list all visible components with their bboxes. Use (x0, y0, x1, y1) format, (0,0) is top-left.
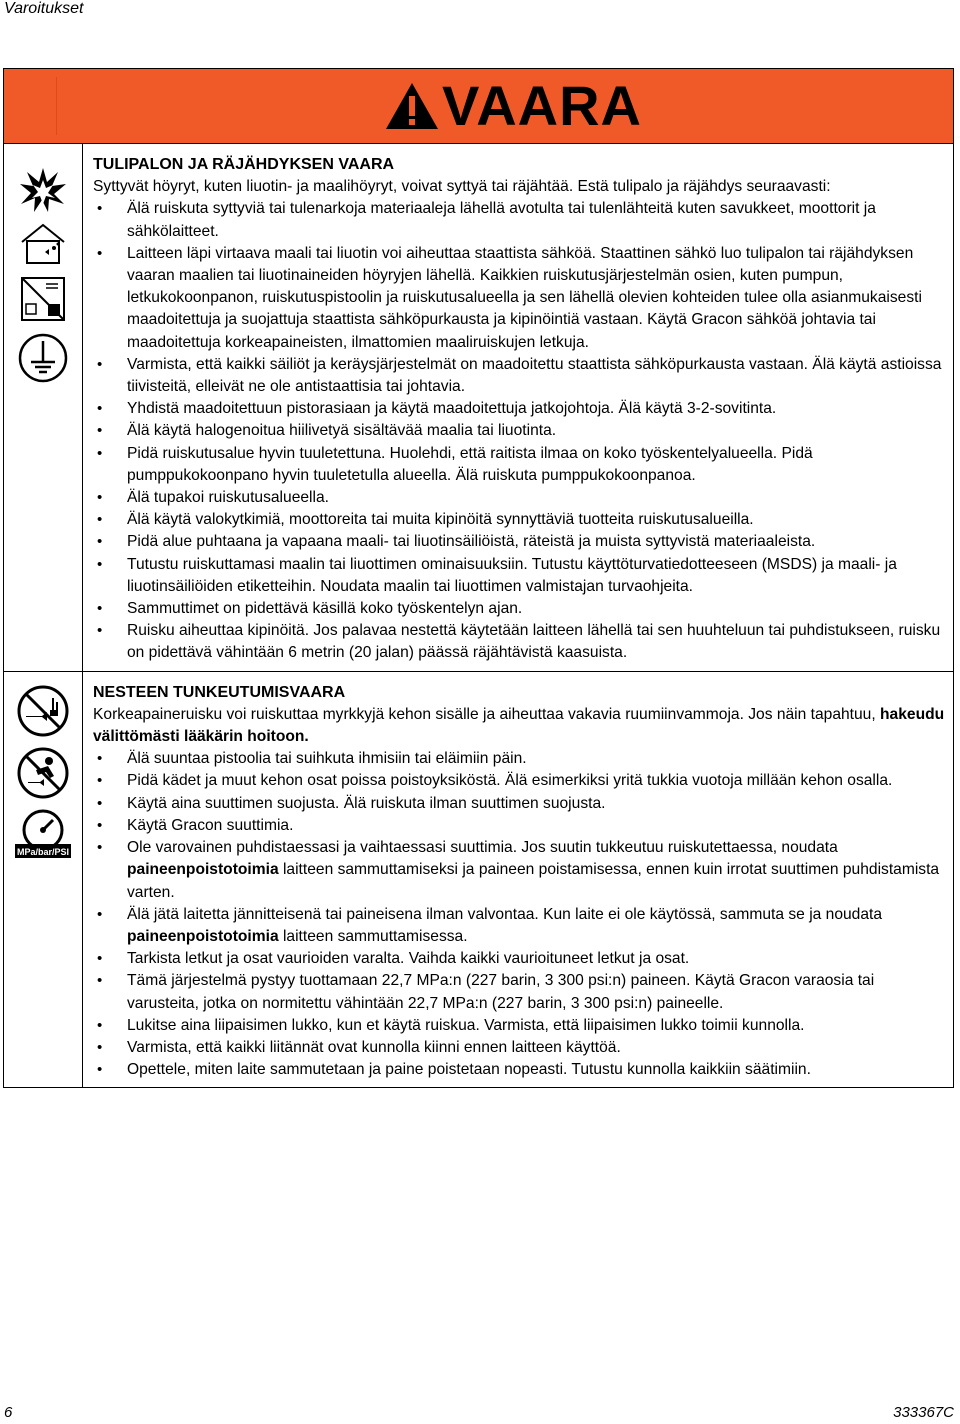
no-spray-hand-icon (16, 684, 70, 738)
document-number: 333367C (893, 1404, 954, 1421)
list-item (93, 904, 945, 948)
no-smoking-appliance-icon (18, 274, 68, 324)
list-item: • Sammuttimet on pidettävä käsillä koko työskentelyn ajan. (93, 598, 945, 620)
high-pressure-icon (13, 808, 73, 860)
list-item: • Käytä Gracon suuttimia. (93, 815, 945, 837)
fire-list (93, 198, 945, 664)
warning-table (3, 68, 954, 1088)
warning-triangle-icon (384, 81, 440, 131)
page-number: 6 (4, 1404, 13, 1421)
injection-list (93, 748, 945, 1081)
list-item: • Tämä järjestelmä pystyy tuottamaan 22,7 MPa:n (227 barin, 3 300 psi:n) paineen. Käytä Gracon varaosia tai varusteita, jotka on normitettu vähintään 22,7 MPa:n (227 barin, 3 300 psi:n) paineelle. (93, 970, 945, 1014)
list-item: • Älä käytä valokytkimiä, moottoreita tai muita kipinöitä synnyttäviä tuotteita ruiskutusalueilla. (93, 509, 945, 531)
section-intro: Syttyvät höyryt, kuten liuotin- ja maalihöyryt, voivat syttyä tai räjähtää. Estä tulipalo ja räjähdys seuraavasti: (93, 178, 831, 196)
list-item: • Pidä kädet ja muut kehon osat poissa poistoyksiköstä. Älä esimerkiksi yritä tukkia vuotoja millään kehon osalla. (93, 770, 945, 792)
danger-banner (4, 69, 953, 144)
no-spray-person-icon (16, 746, 70, 800)
injection-icons-column (4, 672, 83, 1088)
fire-explosion-section (4, 144, 953, 672)
list-item: • Laitteen läpi virtaava maali tai liuotin voi aiheuttaa staattista sähköä. Staattinen sähkö luo tulipalon tai räjähdyksen vaaran maalien tai liuotinaineiden höyryjen lähellä. Kaikkien ruiskutusjärjestelmän osien, kuten pumpun, letkukokoonpanon, ruiskutuspistoolin ja ruiskutusalueella ja sen lähellä olevien kohteiden tulee olla asianmukaisesti maadoitettuja ja suojattuja staattista sähköpurkausta ja kipinöintiä vastaan. Käytä Gracon sähköä johtavia tai maadoitettuja korkeapaineisten, ilmattomien maaliruiskujen letkuja. (93, 243, 945, 354)
intro-emphasis: hakeudu välittömästi lääkärin hoitoon. (93, 705, 945, 746)
fire-text (83, 144, 953, 671)
item-emphasis: paineenpoistotoimia (127, 861, 279, 879)
list-item: • Varmista, että kaikki säiliöt ja keräysjärjestelmät on maadoitettu staattista sähköpurkausta vastaan. Älä käytä astioissa tiivisteitä, elleivät ne ole antistaattisia tai johtavia. (93, 354, 945, 398)
list-item: • Pidä alue puhtaana ja vapaana maali- tai liuotinsäiliöistä, räteistä ja muista syttyvistä materiaaleista. (93, 531, 945, 553)
item-text: laitteen sammuttamisessa. (278, 927, 468, 945)
list-item: • Älä ruiskuta syttyviä tai tulenarkoja materiaaleja lähellä avotulta tai tulenlähteitä kuten savukkeet, moottorit ja sähkölaitteet. (93, 198, 945, 242)
injection-section (4, 672, 953, 1088)
item-text: laitteen sammuttamiseksi ja paineen poistamisessa, ennen kuin irrotat suuttimen puhdistamista varten. (127, 861, 940, 901)
list-item (93, 837, 945, 904)
list-item: • Älä tupakoi ruiskutusalueella. (93, 487, 945, 509)
list-item: • Yhdistä maadoitettuun pistorasiaan ja käytä maadoitettuja jatkojohtoja. Älä käytä 3-2-sovitinta. (93, 398, 945, 420)
list-item: • Ruisku aiheuttaa kipinöitä. Jos palavaa nestettä käytetään laitteen lähellä tai sen huuhteluun tai puhdistukseen, ruisku on pidettävä vähintään 6 metrin (20 jalan) päässä räjähtävistä kaasuista. (93, 620, 945, 664)
spray-house-fire-icon (18, 222, 68, 266)
explosion-icon (18, 166, 68, 214)
item-text: Ole varovainen puhdistaessasi ja vaihtaessasi suuttimia. Jos suutin tukkeutuu ruiskutettaessa, noudata (127, 839, 838, 857)
item-text: Älä jätä laitetta jännitteisenä tai paineisena ilman valvontaa. Kun laite ei ole käytössä, sammuta se ja noudata (127, 905, 883, 923)
injection-text (83, 672, 953, 1088)
fire-icons-column (4, 144, 83, 671)
list-item: • Varmista, että kaikki liitännät ovat kunnolla kiinni ennen laitteen käyttöä. (93, 1037, 945, 1059)
banner-divider (56, 77, 57, 135)
section-title: TULIPALON JA RÄJÄHDYKSEN VAARA (93, 156, 395, 173)
ground-icon (17, 332, 69, 384)
list-item: • Tutustu ruiskuttamasi maalin tai liuottimen ominaisuuksiin. Tutustu käyttöturvatiedotteeseen (MSDS) ja maali- ja liuotinsäiliöiden etiketteihin. Noudata maalin tai liuottimen valmistajan turvaohjeita. (93, 554, 945, 598)
list-item: • Lukitse aina liipaisimen lukko, kun et käytä ruiskua. Varmista, että liipaisimen lukko toimii kunnolla. (93, 1015, 945, 1037)
section-title: NESTEEN TUNKEUTUMISVAARA (93, 683, 346, 701)
list-item: • Tarkista letkut ja osat vaurioiden varalta. Vaihda kaikki vaurioituneet letkut ja osat. (93, 948, 945, 970)
intro-text: Korkeapaineruisku voi ruiskuttaa myrkkyjä kehon sisälle ja aiheuttaa vakavia ruumiinvammoja. Jos näin tapahtuu, (93, 705, 881, 723)
list-item: • Opettele, miten laite sammutetaan ja paine poistetaan nopeasti. Tutustu kunnolla kaikkiin säätimiin. (93, 1059, 945, 1081)
list-item: • Pidä ruiskutusalue hyvin tuuletettuna. Huolehdi, että raitista ilmaa on koko työskentelyalueella. Pidä pumppukokoonpano hyvin tuuletetulla alueella. Älä ruiskuta pumppukokoonpanoa. (93, 443, 945, 487)
section-intro (93, 704, 945, 748)
list-item: • Älä käytä halogenoitua hiilivetyä sisältävää maalia tai liuotinta. (93, 420, 945, 442)
item-emphasis: paineenpoistotoimia (127, 927, 279, 945)
danger-label: VAARA (442, 74, 642, 137)
danger-heading (384, 74, 642, 137)
list-item: • Käytä aina suuttimen suojusta. Älä ruiskuta ilman suuttimen suojusta. (93, 793, 945, 815)
pressure-badge-label: MPa/bar/PSI (16, 846, 70, 857)
list-item: • Älä suuntaa pistoolia tai suihkuta ihmisiin tai eläimiin päin. (93, 748, 945, 770)
page-header-title: Varoitukset (4, 0, 84, 17)
